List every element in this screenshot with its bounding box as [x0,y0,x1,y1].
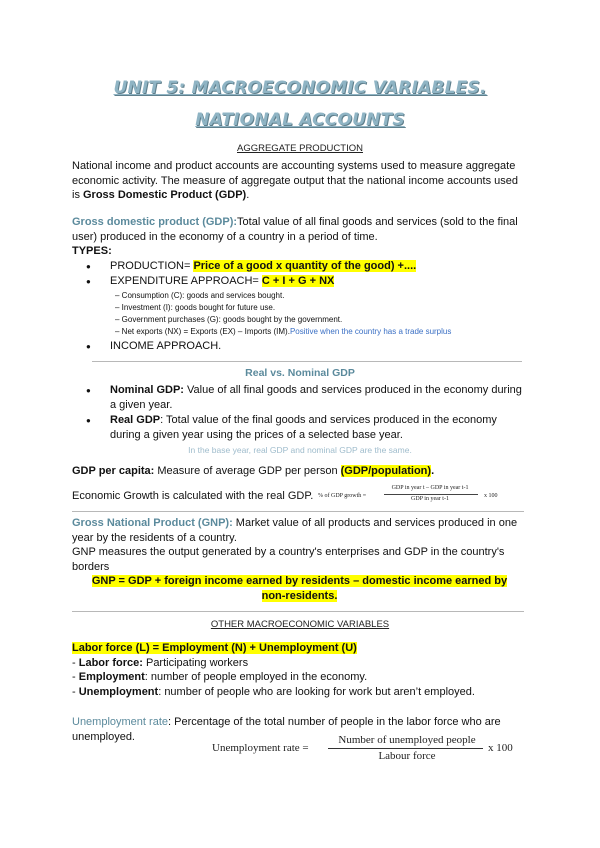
labor-force-def: Participating workers [142,656,249,669]
unemployment-def: : number of people who are looking for work but aren’t employed. [158,685,475,698]
ur-formula-left: Unemployment rate = [212,742,309,754]
ur-line-1 [72,715,527,730]
labor-force-formula: Labor force (L) = Employment (N) + Unemployment (U) [72,642,357,654]
gnp-def-line-4: borders [72,560,110,573]
section-heading-real-nominal: Real vs. Nominal GDP [245,367,355,379]
gnp-term: Gross National Product (GNP): [72,517,233,529]
labor-force-item: - Labor force: Participating workers [72,656,249,669]
ur-def-1: : Percentage of the total number of people in the labor force who are [168,716,501,728]
bullet-real-gdp [88,413,528,442]
per-capita-def: Measure of average GDP per person [154,465,341,477]
sub-consumption: – Consumption (C): goods and services bought. [115,291,285,300]
sub-investment-text: Investment (I): goods bought for future use. [121,303,276,312]
bullet-expenditure [88,274,528,289]
gnp-formula-line-2: non-residents. [261,590,338,602]
growth-formula-right: x 100 [484,493,498,499]
bullet-income [88,339,528,354]
section-heading-other: OTHER MACROECONOMIC VARIABLES [210,619,390,630]
types-label: TYPES: [72,245,112,257]
divider-2 [72,511,524,512]
employment-item: - Employment: number of people employed in the economy. [72,671,368,683]
intro-line-3 [72,188,527,203]
intro-paragraph [72,159,527,203]
unemployment-rate-term: Unemployment rate [72,716,168,728]
employment-def: : number of people employed in the economy. [144,671,368,683]
expenditure-label: EXPENDITURE APPROACH= [110,275,262,287]
ur-formula-numerator: Number of unemployed people [338,734,476,746]
intro-line-3-pre: is [72,189,83,201]
gnp-definition [72,516,527,574]
employment-term: Employment [78,671,145,683]
unemployment-item: - Unemployment: number of people who are looking for work but aren’t employed. [72,685,475,698]
divider-1 [92,361,522,362]
trade-surplus-note: Positive when the country has a trade surplus [289,327,452,336]
intro-line-2: economic activity. The measure of aggregate output that the national income accounts used [72,174,518,187]
sub-consumption-text: Consumption (C): goods and services bought. [121,291,285,300]
intro-line-1: National income and product accounts are accounting systems used to measure aggregate [72,160,516,172]
ur-fraction-bar [328,748,483,749]
nominal-def-1: Value of all final goods and services produced in the economy during [183,384,522,396]
gnp-def-line-2: year by the residents of a country. [72,531,237,544]
nominal-def-2: a given year. [110,398,173,411]
growth-formula-denominator: GDP in year t-1 [411,496,449,502]
ur-formula-denominator: Labour force [378,750,436,762]
intro-line-3-post: . [246,189,250,201]
bullet-production [88,259,528,274]
base-year-note: In the base year, real GDP and nominal GDP are the same. [188,445,412,455]
growth-formula [318,485,508,507]
sub-net-exports-text: Net exports (NX) = Exports (EX) – Imports (IM). [121,327,290,336]
bullet-nominal-gdp [88,383,528,412]
economic-growth-line: Economic Growth is calculated with the real GDP. [72,490,314,502]
real-def-1: : Total value of the final goods and services produced in the economy [160,414,497,426]
unemployment-rate-formula [212,734,522,764]
gnp-def-line-1 [72,516,527,531]
sub-government-text: Government purchases (G): goods bought by the government. [121,315,343,324]
gdp-def-1: Total value of all final goods and services (sold to the final [237,216,518,228]
gnp-def-line-3: GNP measures the output generated by a country's enterprises and GDP in the country's [72,546,505,558]
growth-fraction-bar [384,494,478,495]
production-label: PRODUCTION= [110,260,194,272]
gnp-formula [72,574,527,604]
document-title-line-1: UNIT 5: MACROECONOMIC VARIABLES. [113,78,487,98]
per-capita-formula: (GDP/population) [340,465,432,477]
per-capita-end: . [431,465,435,477]
growth-formula-left: % of GDP growth = [318,493,367,499]
production-formula: Price of a good x quantity of the good) +.... [193,260,417,272]
unemployment-term: Unemployment [78,685,159,698]
real-def-2: during a given year using the prices of a selected base year. [110,428,403,441]
sub-government: – Government purchases (G): goods bought by the government. [115,315,343,324]
gnp-def-1: Market value of all products and services produced in one [232,517,518,529]
gdp-per-capita [72,464,527,479]
ur-def-line-2: unemployed. [72,730,135,743]
ur-formula-right: x 100 [488,742,513,754]
nominal-gdp-term: Nominal GDP: [110,384,184,396]
section-heading-aggregate: AGGREGATE PRODUCTION [237,143,363,154]
gdp-definition [72,215,527,259]
real-gdp-term: Real GDP [110,414,161,426]
expenditure-formula: C + I + G + NX [261,275,335,287]
labor-force-term: Labor force: [78,656,143,669]
income-approach-text: ● INCOME APPROACH. [110,340,222,352]
per-capita-term: GDP per capita: [72,465,155,477]
labor-force-section [72,641,527,699]
sub-investment: – Investment (I): goods bought for future use. [115,303,276,312]
intro-gdp-bold: Gross Domestic Product (GDP) [83,189,247,201]
divider-3 [72,611,524,612]
gnp-formula-line-1: GNP = GDP + foreign income earned by residents – domestic income earned by [91,575,508,587]
growth-formula-numerator: GDP in year t – GDP in year t-1 [391,485,469,491]
sub-net-exports: – Net exports (NX) = Exports (EX) – Imports (IM).Positive when the country has a trade surplus [115,327,452,336]
gdp-def-line-2: user) produced in the economy of a country in a period of time. [72,230,378,243]
document-title-line-2: NATIONAL ACCOUNTS [195,110,405,130]
gdp-term: Gross domestic product (GDP): [72,216,238,228]
gdp-def-line-1 [72,215,527,230]
